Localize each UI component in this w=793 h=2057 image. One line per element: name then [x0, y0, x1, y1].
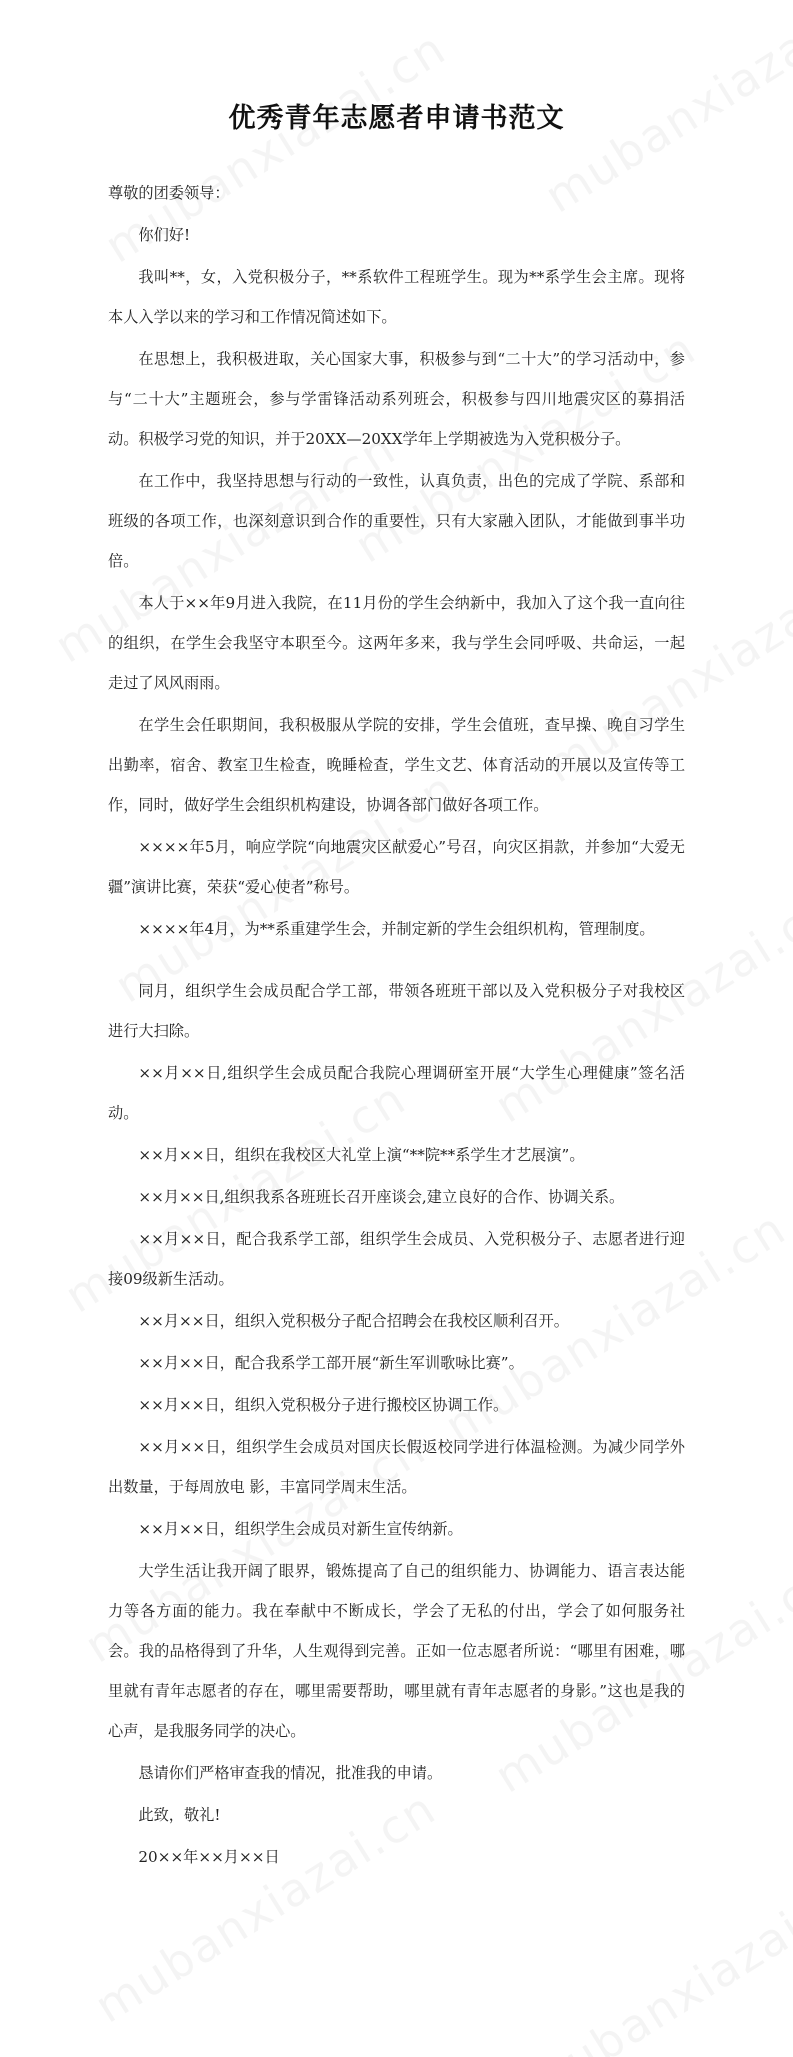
activity-item: ××月××日，配合我系学工部开展“新生军训歌咏比赛”。	[138, 1354, 524, 1372]
body-paragraph: 在工作中，我坚持思想与行动的一致性，认真负责，出色的完成了学院、系部和班级的各项工作，也深刻意识到合作的重要性，只有大家融入团队，才能做到事半功倍。	[108, 472, 685, 570]
activity-item: ××月××日,组织我系各班班长召开座谈会,建立良好的合作、协调关系。	[138, 1188, 625, 1206]
body-paragraph: 本人于××年9月进入我院，在11月份的学生会纳新中，我加入了这个我一直向往的组织，在学生会我坚守本职至今。这两年多来，我与学生会同呼吸、共命运，一起走过了风风雨雨。	[108, 594, 685, 692]
spacer	[108, 951, 685, 971]
activity-item: ××月××日,组织学生会成员配合我院心理调研室开展“大学生心理健康”签名活动。	[108, 1064, 685, 1122]
activity-item: ××月××日，组织入党积极分子配合招聘会在我校区顺利召开。	[138, 1312, 569, 1330]
activity-item: ××月××日，组织学生会成员对国庆长假返校同学进行体温检测。为减少同学外出数量，于每周放电 影，丰富同学周末生活。	[108, 1438, 685, 1496]
activity-item: ××月××日，组织学生会成员对新生宣传纳新。	[138, 1520, 463, 1538]
body-paragraph: 在学生会任职期间，我积极服从学院的安排，学生会值班，查早操、晚自习学生出勤率，宿舍、教室卫生检查，晚睡检查，学生文艺、体育活动的开展以及宣传等工作，同时，做好学生会组织机构建设，协调各部门做好各项工作。	[108, 716, 685, 814]
activity-item: ××月××日，组织在我校区大礼堂上演“**院**系学生才艺展演”。	[138, 1146, 585, 1164]
body-paragraph: 在思想上，我积极进取，关心国家大事，积极参与到“二十大”的学习活动中，参与“二十大”主题班会，参与学雷锋活动系列班会，积极参与四川地震灾区的募捐活动。积极学习党的知识，并于20XX—20XX学年上学期被选为入党积极分子。	[108, 350, 685, 448]
body-paragraph: 同月，组织学生会成员配合学工部，带领各班班干部以及入党积极分子对我校区进行大扫除。	[108, 982, 685, 1040]
salutation: 尊敬的团委领导：	[108, 184, 230, 202]
activity-item: ××月××日，组织入党积极分子进行搬校区协调工作。	[138, 1396, 509, 1414]
activity-item: ××月××日，配合我系学工部，组织学生会成员、入党积极分子、志愿者进行迎接09级新生活动。	[108, 1230, 685, 1288]
body-paragraph: ××××年5月，响应学院“向地震灾区献爱心”号召，向灾区捐款，并参加“大爱无疆”演讲比赛，荣获“爱心使者”称号。	[108, 838, 685, 896]
body-paragraph: 大学生活让我开阔了眼界，锻炼提高了自己的组织能力、协调能力、语言表达能力等各方面的能力。我在奉献中不断成长，学会了无私的付出，学会了如何服务社会。我的品格得到了升华，人生观得到完善。正如一位志愿者所说：“哪里有困难，哪里就有青年志愿者的存在，哪里需要帮助，哪里就有青年志愿者的身影。”这也是我的心声，是我服务同学的决心。	[108, 1562, 685, 1740]
document-title: 优秀青年志愿者申请书范文	[228, 103, 565, 134]
greeting: 你们好!	[138, 226, 191, 244]
date-line: 20××年××月××日	[138, 1848, 280, 1866]
watermark	[515, 1861, 793, 2057]
body-paragraph: ××××年4月，为**系重建学生会，并制定新的学生会组织机构，管理制度。	[138, 920, 655, 938]
body-paragraph: 我叫**，女，入党积极分子，**系软件工程班学生。现为**系学生会主席。现将本人入学以来的学习和工作情况简述如下。	[108, 268, 685, 326]
request-paragraph: 恳请你们严格审查我的情况，批准我的申请。	[138, 1764, 443, 1782]
closing: 此致，敬礼!	[138, 1806, 221, 1824]
